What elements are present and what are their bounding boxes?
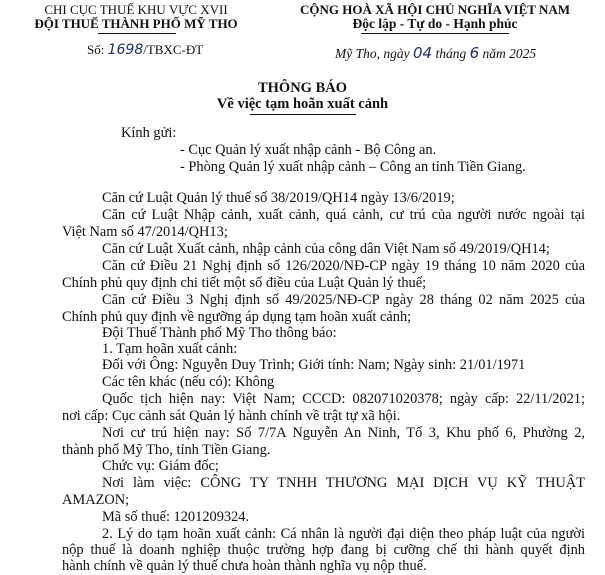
body-line: Các tên khác (nếu có): Không — [102, 374, 275, 390]
body-line: AMAZON; — [62, 492, 130, 508]
body-line: Chính phủ quy định chi tiết một số điều của Luật Quản lý thuế; — [62, 275, 427, 291]
body-line: Căn cứ Luật Nhập cảnh, xuất cảnh, quá cảnh, cư trú của người nước ngoài tại — [102, 207, 585, 223]
recipient-item: - Cục Quản lý xuất nhập cảnh - Bộ Công an. — [180, 142, 437, 158]
body-line: Nơi làm việc: CÔNG TY TNHH THƯƠNG MẠI DỊCH VỤ KỸ THUẬT — [102, 475, 585, 491]
body-line: nơi cấp: Cục cảnh sát Quản lý hành chính về trật tự xã hội. — [62, 408, 401, 424]
body-line: Căn cứ Điều 21 Nghị định số 126/2020/NĐ-CP ngày 19 tháng 10 năm 2020 của — [102, 258, 585, 274]
date-month-label: tháng — [432, 46, 470, 61]
date-year: năm 2025 — [479, 46, 537, 61]
agency-name: ĐỘI THUẾ THÀNH PHỐ MỸ THO — [34, 16, 238, 31]
body-line: Nơi cư trú hiện nay: Số 7/7A Nguyễn An Ninh, Tổ 3, Khu phố 6, Phường 2, — [102, 425, 585, 441]
national-motto: Độc lập - Tự do - Hạnh phúc — [352, 16, 518, 31]
body-line: Căn cứ Luật Quản lý thuế số 38/2019/QH14 ngày 13/6/2019; — [102, 190, 455, 206]
date-place: Mỹ Tho, ngày — [335, 46, 413, 61]
agency-parent: CHI CỤC THUẾ KHU VỰC XVII — [44, 2, 228, 17]
body-line: Căn cứ Luật Xuất cảnh, nhập cảnh của công dân Việt Nam số 49/2019/QH14; — [102, 241, 550, 257]
doc-no-suffix: /TBXC-ĐT — [143, 42, 204, 57]
body-line: Chính phủ quy định về ngưỡng áp dụng tạm hoãn xuất cảnh; — [62, 309, 412, 325]
document-subtitle: Về việc tạm hoãn xuất cảnh — [216, 96, 389, 112]
body-line: Căn cứ Điều 3 Nghị định số 49/2025/NĐ-CP ngày 28 tháng 02 năm 2025 của — [102, 292, 585, 308]
document-date — [335, 45, 536, 62]
date-day: 04 — [413, 44, 433, 62]
motto-underline — [361, 33, 509, 34]
agency-underline — [98, 33, 176, 34]
country-name: CỘNG HOÀ XÃ HỘI CHỦ NGHĨA VIỆT NAM — [299, 2, 571, 17]
body-line: Đội Thuế Thành phố Mỹ Tho thông báo: — [102, 325, 337, 341]
body-line: Mã số thuế: 1201209324. — [102, 509, 250, 525]
body-line: Chức vụ: Giám đốc; — [102, 458, 219, 474]
document-number — [87, 42, 203, 58]
body-line: Việt Nam số 47/2014/QH13; — [62, 224, 228, 240]
body-line: thành phố Mỹ Tho, tỉnh Tiền Giang. — [62, 442, 271, 458]
body-line: hành chính về quản lý thuế chưa hoàn thành nghĩa vụ nộp thuế. — [62, 558, 427, 574]
recipients-label: Kính gửi: — [121, 125, 177, 141]
doc-no-prefix: Số: — [87, 42, 108, 57]
body-line: 2. Lý do tạm hoãn xuất cảnh: Cá nhân là người đại diện theo pháp luật của người — [102, 526, 585, 542]
date-month: 6 — [469, 44, 480, 62]
body-line: Quốc tịch hiện nay: Việt Nam; CCCD: 082071020378; ngày cấp: 22/11/2021; — [102, 391, 585, 407]
doc-no-handwritten: 1698 — [107, 42, 144, 58]
document-title: THÔNG BÁO — [257, 80, 348, 96]
title-underline — [250, 114, 356, 115]
recipient-item: - Phòng Quản lý xuất nhập cảnh – Công an tỉnh Tiền Giang. — [180, 159, 526, 175]
body-line: 1. Tạm hoãn xuất cảnh: — [102, 341, 238, 357]
body-line: Đối với Ông: Nguyễn Duy Trình; Giới tính: Nam; Ngày sinh: 21/01/1971 — [102, 357, 526, 373]
body-line: nộp thuế là doanh nghiệp thuộc trường hợp đang bị cưỡng chế thi hành quyết định — [62, 542, 585, 558]
